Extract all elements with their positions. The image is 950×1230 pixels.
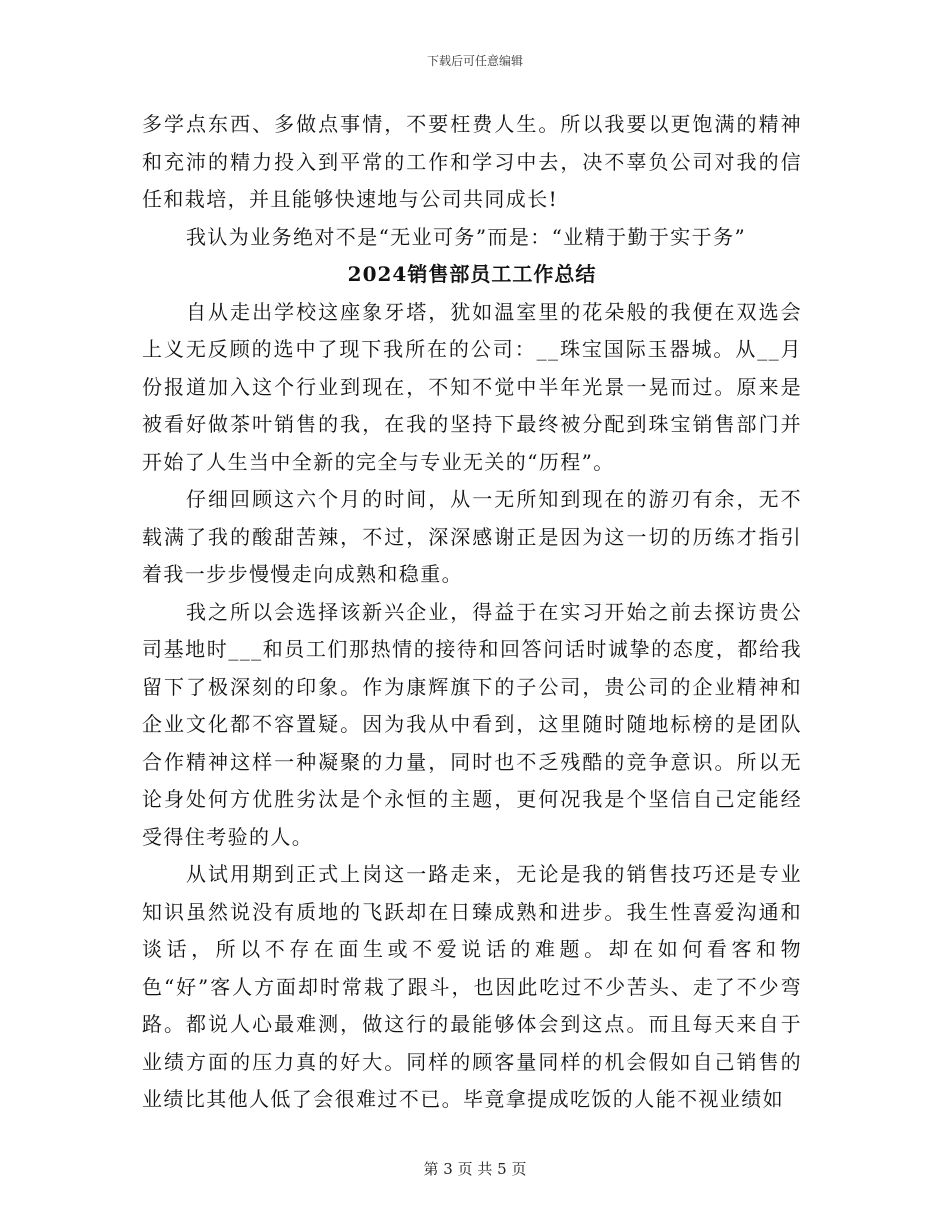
paragraph-business-motto: 我认为业务绝对不是“无业可务”而是：“业精于勤于实于务”: [186, 224, 747, 249]
section-title: 2024销售部员工工作总结: [347, 262, 597, 286]
page-footer: 第 3 页 共 5 页: [423, 1160, 527, 1178]
paragraph-continued: 多学点东西、多做点事情，不要枉费人生。所以我要以更饱满的精神和充沛的精力投入到平常的工作和学习中去，决不辜负公司对我的信任和栽培，并且能够快速地与公司共同成长!: [142, 112, 802, 211]
paragraph: 从试用期到正式上岗这一路走来，无论是我的销售技巧还是专业知识虽然说没有质地的飞跃却在日臻成熟和进步。我生性喜爱沟通和谈话，所以不存在面生或不爱说话的难题。却在如何看客和物色“好”客人方面却时常栽了跟斗，也因此吃过不少苦头、走了不少弯路。都说人心最难测，做这行的最能够体会到这点。而且每天来自于业绩方面的压力真的好大。同样的顾客量同样的机会假如自己销售的业绩比其他人低了会很难过不已。毕竟拿提成吃饭的人能不视业绩如: [142, 862, 802, 1111]
paragraph: 自从走出学校这座象牙塔，犹如温室里的花朵般的我便在双选会上义无反顾的选中了现下我所在的公司：__珠宝国际玉器城。从__月份报道加入这个行业到现在，不知不觉中半年光景一晃而过。原来是被看好做茶叶销售的我，在我的坚持下最终被分配到珠宝销售部门并开始了人生当中全新的完全与专业无关的“历程”。: [142, 299, 802, 474]
paragraph: 仔细回顾这六个月的时间，从一无所知到现在的游刃有余，无不载满了我的酸甜苦辣，不过，深深感谢正是因为这一切的历练才指引着我一步步慢慢走向成熟和稳重。: [142, 487, 802, 586]
paragraph: 我之所以会选择该新兴企业，得益于在实习开始之前去探访贵公司基地时___和员工们那热情的接待和回答问话时诚挚的态度，都给我留下了极深刻的印象。作为康辉旗下的子公司，贵公司的企业精神和企业文化都不容置疑。因为我从中看到，这里随时随地标榜的是团队合作精神这样一种凝聚的力量，同时也不乏残酷的竞争意识。所以无论身处何方优胜劣汰是个永恒的主题，更何况我是个坚信自己定能经受得住考验的人。: [142, 599, 802, 849]
page-header: 下载后可任意编辑: [426, 54, 523, 68]
document-body: [142, 106, 802, 1119]
